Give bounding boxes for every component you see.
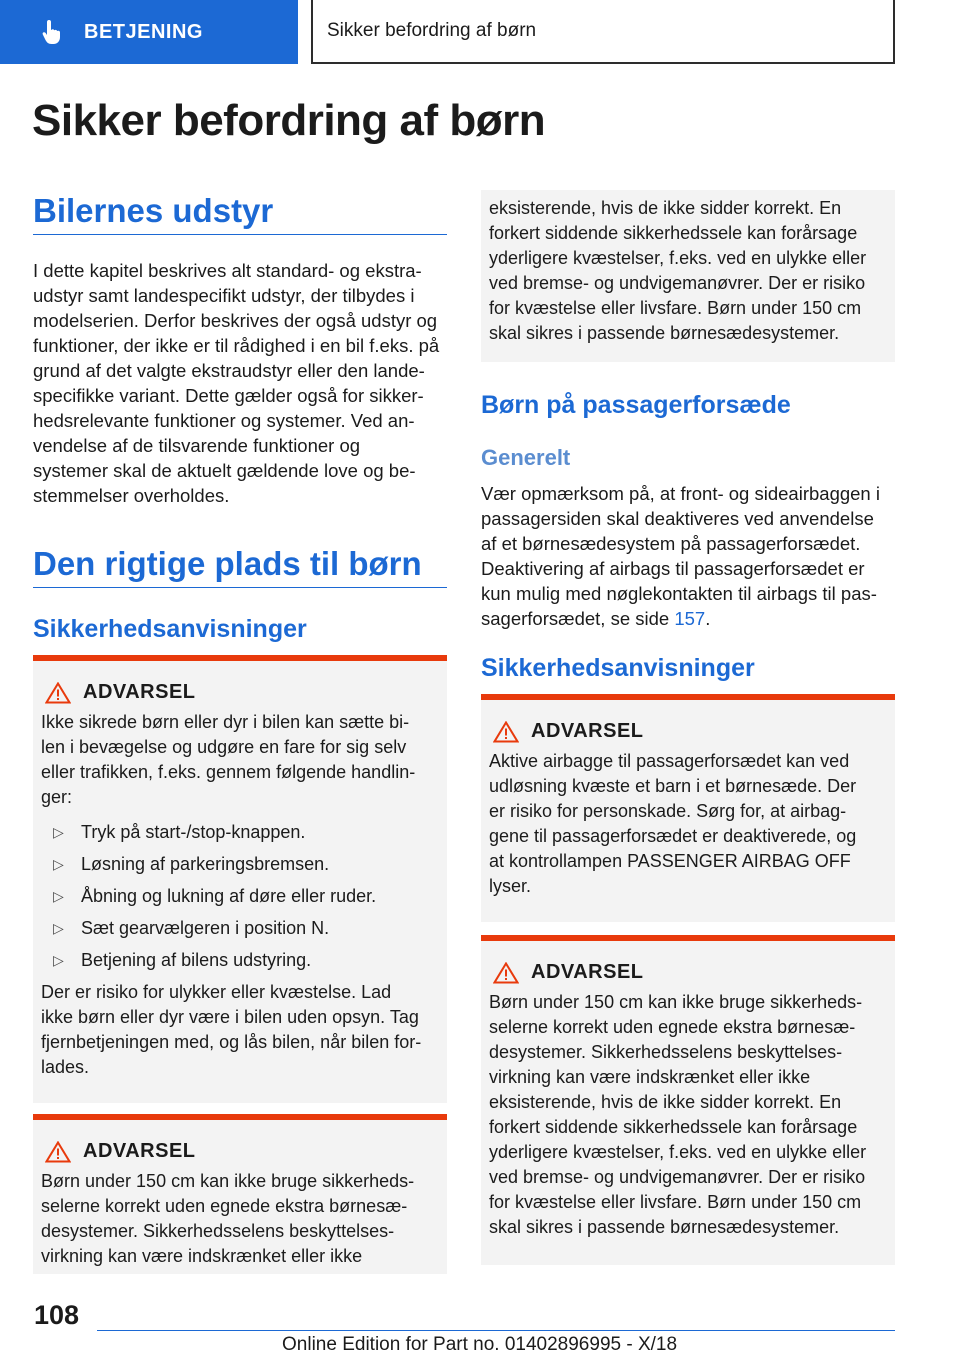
- text-line: systemer skal de aktuelt gældende love og be-: [33, 460, 416, 481]
- text-line: eksisterende, hvis de ikke sidder korrekt. En: [489, 198, 842, 218]
- warning-box: [481, 694, 895, 922]
- triangle-bullet-icon: ▷: [53, 919, 64, 936]
- text-line: Ikke sikrede børn eller dyr i bilen kan sætte bi-: [41, 712, 410, 732]
- text-line: [481, 606, 901, 631]
- text-line: Børn under 150 cm kan ikke bruge sikkerheds-: [489, 992, 863, 1012]
- text-line: Aktive airbagge til passagerforsædet kan ved: [489, 751, 850, 771]
- text-line: eller trafikken, f.eks. gennem følgende handlin-: [41, 762, 416, 782]
- triangle-bullet-icon: ▷: [53, 855, 64, 872]
- list-item-text: Betjening af bilens udstyring.: [81, 949, 312, 970]
- text-line: selerne korrekt uden egnede ekstra børnesæ-: [41, 1196, 408, 1216]
- warning-header: [41, 1140, 439, 1163]
- text-line: desystemer. Sikkerhedsselens beskyttelses-: [489, 1042, 843, 1062]
- list-item: [53, 848, 439, 880]
- warning-title: ADVARSEL: [83, 1140, 196, 1162]
- text-line: forkert siddende sikkerhedssele kan forårsage: [489, 223, 858, 243]
- text-line: Der er risiko for ulykker eller kvæstelse. Lad: [41, 982, 392, 1002]
- list-item-text: Åbning og lukning af døre eller ruder.: [81, 885, 377, 906]
- warning-text: [41, 1169, 439, 1269]
- section-label: BETJENING: [84, 20, 203, 43]
- text-line: at kontrollampen PASSENGER AIRBAG OFF: [489, 851, 851, 871]
- text-line: skal sikres i passende børnesædesystemer.: [489, 1217, 840, 1237]
- text-line: grund af det valgte ekstraudstyr eller den lande-: [33, 360, 425, 381]
- text-line: gene til passagerforsædet er deaktiverede, og: [489, 826, 857, 846]
- text-line: selerne korrekt uden egnede ekstra børnesæ-: [489, 1017, 856, 1037]
- warning-box: [481, 935, 895, 1265]
- warning-triangle-icon: [493, 962, 519, 984]
- text-line: I dette kapitel beskrives alt standard- og ekstra-: [33, 260, 422, 281]
- warning-triangle-icon: [45, 1141, 71, 1163]
- warning-title: ADVARSEL: [531, 720, 644, 742]
- list-item: [53, 816, 439, 848]
- warning-text: [41, 980, 439, 1080]
- list-item-text: Sæt gearvælgeren i position N.: [81, 917, 330, 938]
- text-line: forkert siddende sikkerhedssele kan forårsage: [489, 1117, 858, 1137]
- warning-title: ADVARSEL: [531, 961, 644, 983]
- warning-header: [489, 961, 887, 984]
- text-line: yderligere kvæstelser, f.eks. ved en ulykke eller: [489, 248, 867, 268]
- warning-header: [41, 681, 439, 704]
- text-line: virkning kan være indskrænket eller ikke: [41, 1246, 363, 1266]
- text-line: udstyr samt landespecifikt udstyr, der tilbydes i: [33, 285, 415, 306]
- text-line: udløsning kvæste et barn i et børnesæde. Der: [489, 776, 857, 796]
- warning-header: [489, 720, 887, 743]
- text-line: stemmelser overholdes.: [33, 485, 230, 506]
- text-line: desystemer. Sikkerhedsselens beskyttelses-: [41, 1221, 395, 1241]
- text-line: Børn under 150 cm kan ikke bruge sikkerheds-: [41, 1171, 415, 1191]
- text-line: hedsrelevante funktioner og systemer. Ved an-: [33, 410, 415, 431]
- warning-box: [33, 655, 447, 1103]
- list-item: [53, 880, 439, 912]
- text-line: len i bevægelse og udgøre en fare for sig selv: [41, 737, 407, 757]
- warning-continuation: [481, 190, 895, 362]
- list-item: [53, 912, 439, 944]
- warning-text: [489, 196, 887, 346]
- text-line: lyser.: [489, 876, 532, 896]
- triangle-bullet-icon: ▷: [53, 823, 64, 840]
- triangle-bullet-icon: ▷: [53, 887, 64, 904]
- list-item-text: Tryk på start-/stop-knappen.: [81, 821, 306, 842]
- warning-box: [33, 1114, 447, 1274]
- text-fragment: sagerforsædet, se side: [481, 608, 675, 629]
- text-line: ved bremse- og undvigemanøvrer. Der er risiko: [489, 1167, 866, 1187]
- text-fragment: .: [705, 608, 711, 629]
- hand-pointer-icon: [40, 18, 66, 46]
- text-line: virkning kan være indskrænket eller ikke: [489, 1067, 811, 1087]
- text-line: specifikke variant. Dette gælder også for sikker-: [33, 385, 424, 406]
- text-line: ger:: [41, 787, 73, 807]
- text-line: passagersiden skal deaktiveres ved anvendelse: [481, 508, 874, 529]
- text-line: skal sikres i passende børnesædesystemer.: [489, 323, 840, 343]
- text-line: modelserien. Derfor beskrives der også udstyr og: [33, 310, 438, 331]
- warning-title: ADVARSEL: [83, 681, 196, 703]
- heading-rigtige-plads: Den rigtige plads til børn: [33, 545, 422, 582]
- warning-list: [41, 816, 439, 976]
- triangle-bullet-icon: ▷: [53, 951, 64, 968]
- page-reference-link[interactable]: 157: [674, 608, 706, 629]
- warning-text: [489, 749, 887, 899]
- text-line: eksisterende, hvis de ikke sidder korrekt. En: [489, 1092, 842, 1112]
- list-item: [53, 944, 439, 976]
- heading-generelt: Generelt: [481, 445, 571, 470]
- text-line: for kvæstelse eller livsfare. Børn under 150 cm: [489, 298, 862, 318]
- text-line: vendelse af de tilsvarende funktioner og: [33, 435, 361, 456]
- heading-sikkerhedsanvisninger: Sikkerhedsanvisninger: [33, 615, 307, 643]
- heading-passagerforsaede: Børn på passagerforsæde: [481, 391, 791, 419]
- text-line: er risiko for personskade. Sørg for, at airbag-: [489, 801, 847, 821]
- text-line: for kvæstelse eller livsfare. Børn under 150 cm: [489, 1192, 862, 1212]
- text-line: fjernbetjeningen med, og lås bilen, når bilen for-: [41, 1032, 422, 1052]
- topic-header: [311, 0, 895, 64]
- topic-label: Sikker befordring af børn: [327, 20, 537, 41]
- text-line: Deaktivering af airbags til passagerforsædet er: [481, 558, 865, 579]
- text-line: af et børnesædesystem på passagerforsædet.: [481, 533, 861, 554]
- text-line: funktioner, der ikke er til rådighed i en bil f.eks. på: [33, 335, 440, 356]
- page-number: 108: [34, 1300, 80, 1330]
- text-line: yderligere kvæstelser, f.eks. ved en ulykke eller: [489, 1142, 867, 1162]
- udstyr-paragraph: [33, 258, 453, 508]
- list-item-text: Løsning af parkeringsbremsen.: [81, 853, 330, 874]
- warning-text: [489, 990, 887, 1240]
- section-tab[interactable]: [0, 0, 298, 64]
- text-line: kun mulig med nøglekontakten til airbags til pas-: [481, 583, 877, 604]
- footer-edition: Online Edition for Part no. 01402896995 - X/18: [282, 1334, 678, 1355]
- heading-sikkerhedsanvisninger: Sikkerhedsanvisninger: [481, 654, 755, 682]
- text-line: lades.: [41, 1057, 90, 1077]
- heading-bilernes-udstyr: Bilernes udstyr: [33, 192, 274, 229]
- warning-text: [41, 710, 439, 810]
- text-line: Vær opmærksom på, at front- og sideairbaggen i: [481, 483, 880, 504]
- heading-rule: [33, 587, 447, 588]
- footer-rule: [97, 1330, 895, 1331]
- page-title: Sikker befordring af børn: [32, 96, 546, 145]
- heading-rule: [33, 234, 447, 235]
- text-line: ikke børn eller dyr være i bilen uden opsyn. Tag: [41, 1007, 419, 1027]
- warning-triangle-icon: [493, 721, 519, 743]
- text-line: ved bremse- og undvigemanøvrer. Der er risiko: [489, 273, 866, 293]
- warning-triangle-icon: [45, 682, 71, 704]
- generelt-paragraph: [481, 481, 901, 631]
